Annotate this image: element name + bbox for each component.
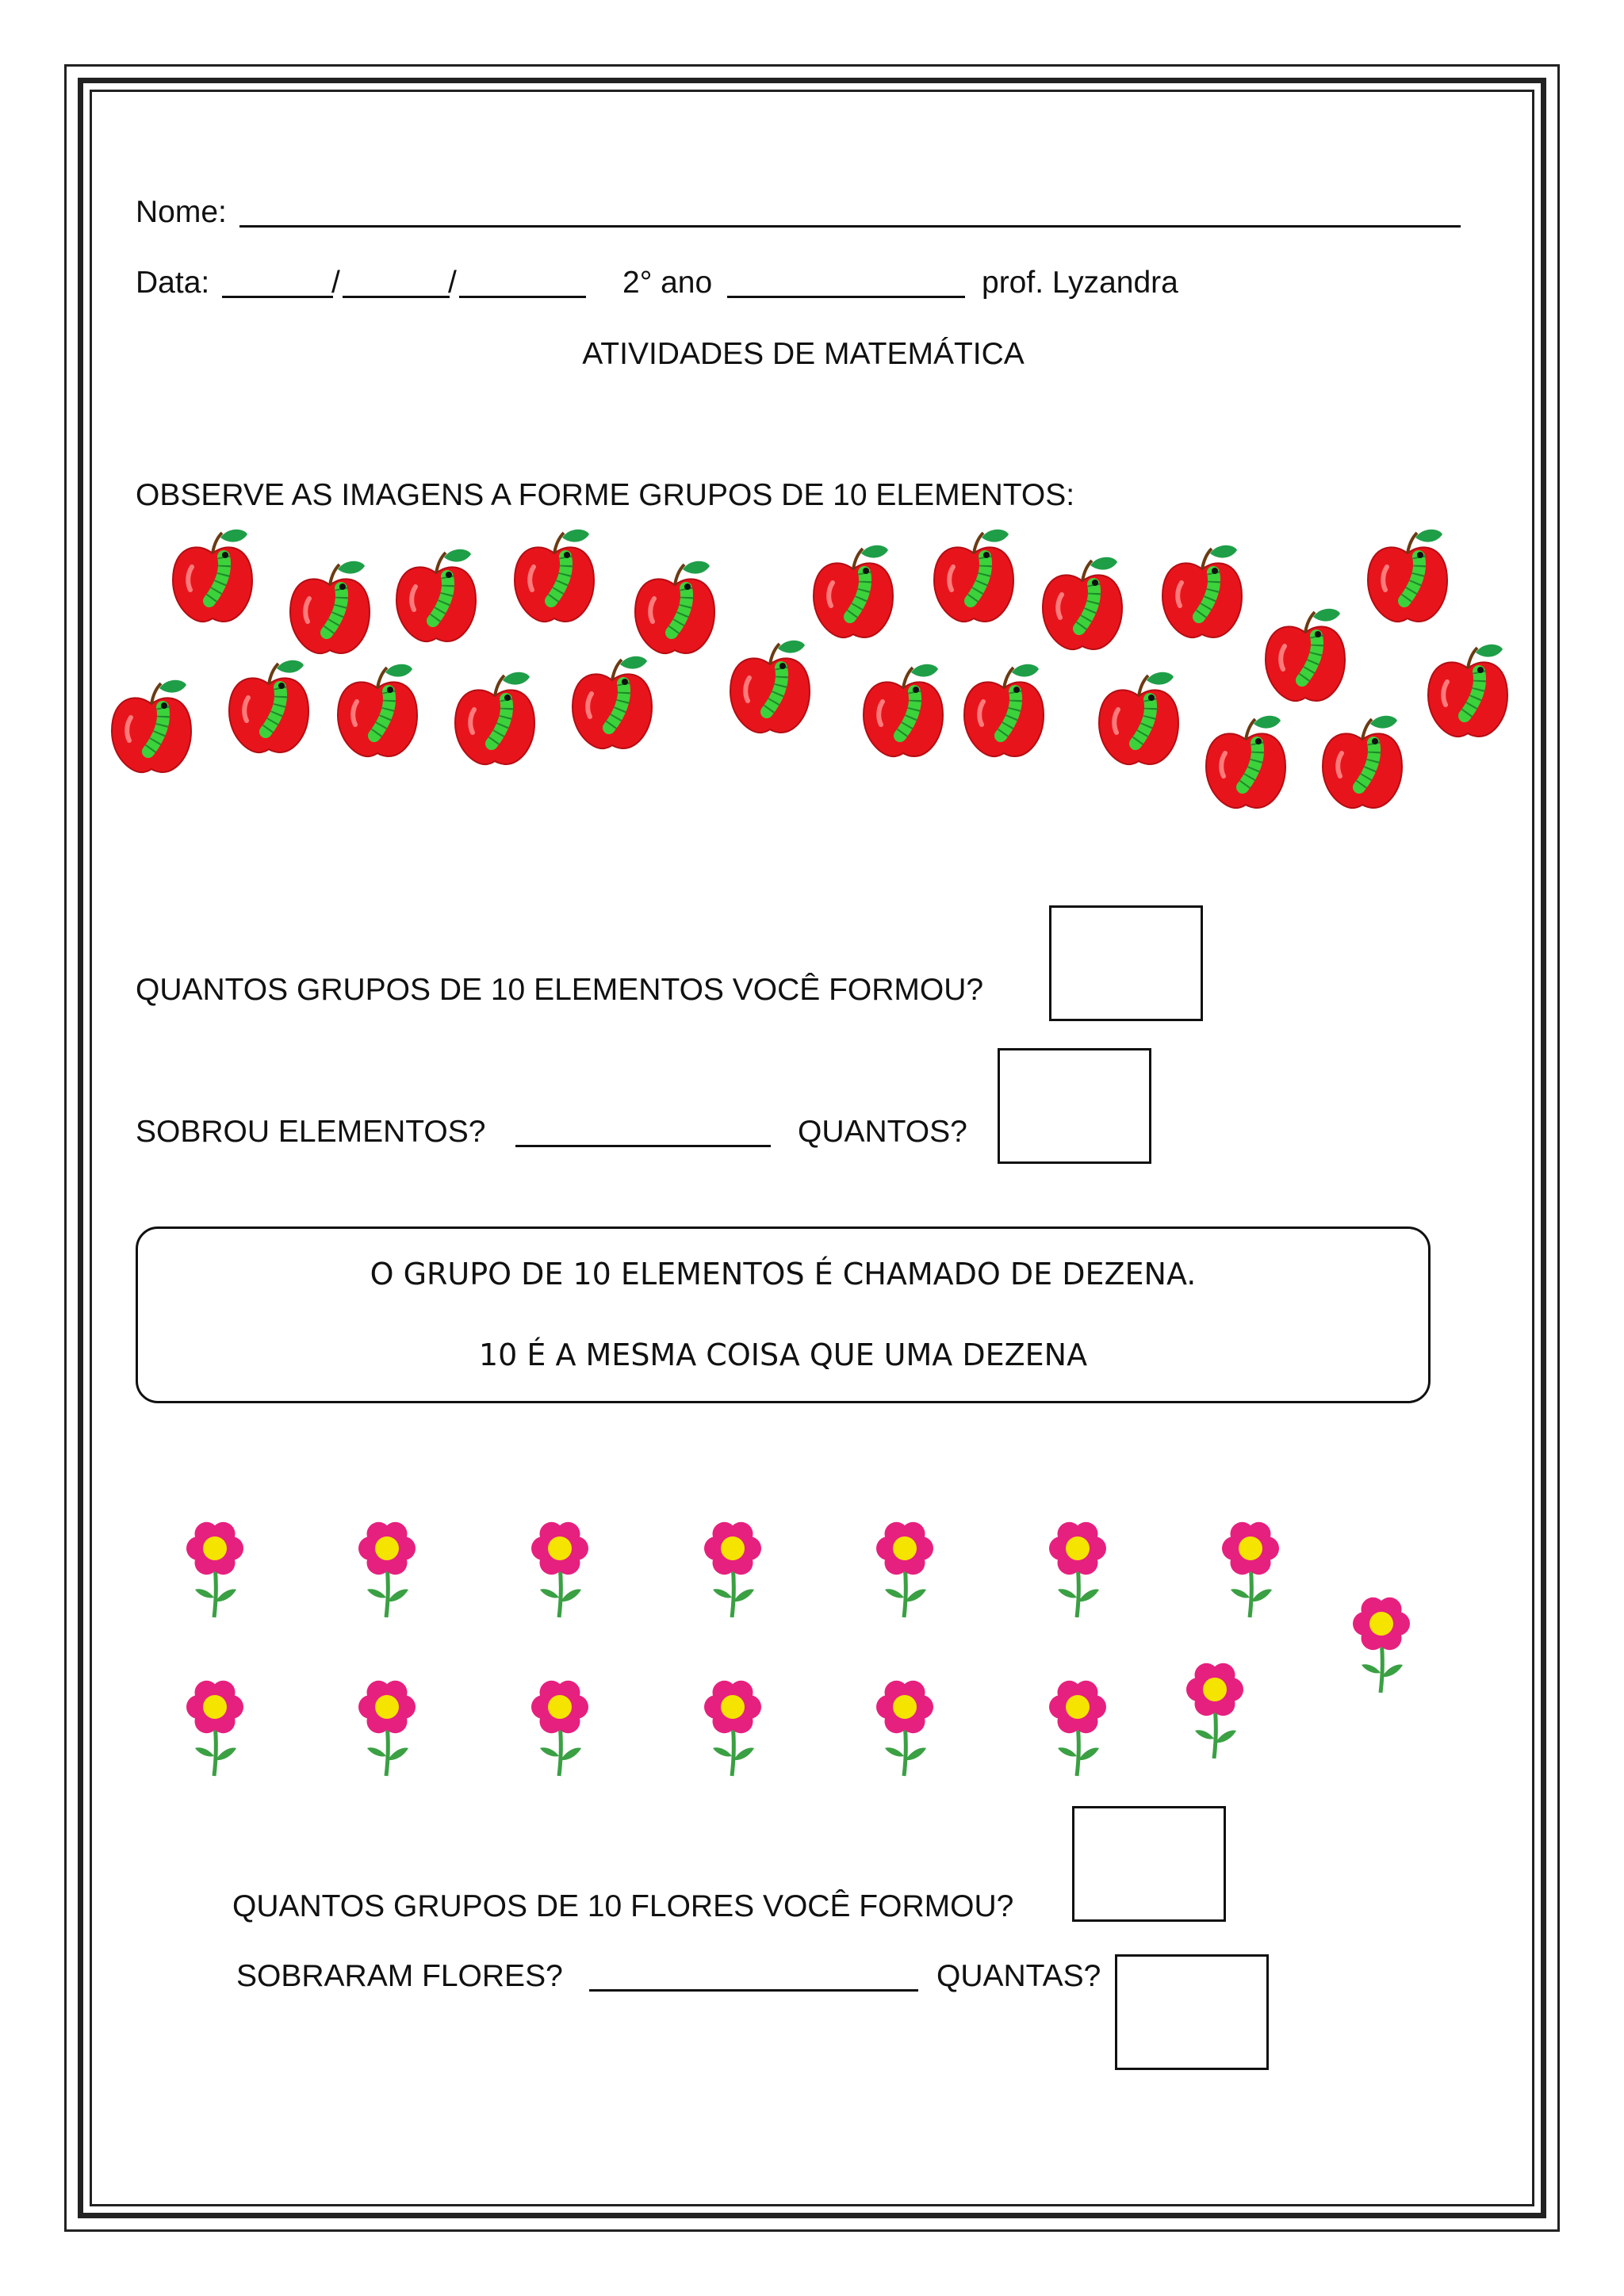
date-separator: / — [448, 266, 457, 300]
apple-icon — [726, 634, 814, 741]
date-separator: / — [331, 266, 340, 300]
answer-line-leftover[interactable] — [515, 1145, 771, 1147]
info-line-2: 10 É A MESMA COISA QUE UMA DEZENA — [478, 1337, 1088, 1372]
apple-icon — [450, 666, 539, 773]
flower-icon — [697, 1677, 768, 1784]
info-box — [136, 1226, 1431, 1403]
apple-icon — [929, 523, 1018, 630]
date-year-field[interactable] — [459, 296, 586, 298]
flower-icon — [351, 1518, 423, 1625]
apple-icon — [1423, 638, 1512, 745]
apple-icon — [1363, 523, 1452, 630]
name-field[interactable] — [239, 225, 1461, 228]
answer-box-flower-groups[interactable] — [1072, 1806, 1226, 1922]
apple-icon — [1094, 666, 1183, 773]
apple-icon — [224, 654, 313, 761]
apple-icon — [809, 539, 898, 646]
grade-label: 2° ano — [622, 266, 713, 300]
instruction-text: OBSERVE AS IMAGENS A FORME GRUPOS DE 10 ELEMENTOS: — [136, 478, 1075, 512]
page-title: ATIVIDADES DE MATEMÁTICA — [582, 337, 1025, 371]
answer-box-flower-howmany[interactable] — [1115, 1954, 1269, 2070]
answer-line-flower-leftover[interactable] — [589, 1989, 918, 1992]
flower-icon — [1346, 1594, 1417, 1701]
flower-icon — [351, 1677, 423, 1784]
apple-icon — [959, 658, 1048, 765]
apple-icon — [568, 650, 657, 757]
apple-icon — [333, 658, 422, 765]
flower-icon — [179, 1677, 251, 1784]
question-leftover: SOBROU ELEMENTOS? — [136, 1115, 486, 1149]
answer-box-howmany[interactable] — [998, 1048, 1151, 1164]
flower-icon — [1042, 1677, 1113, 1784]
question-flower-leftover: SOBRARAM FLORES? — [236, 1959, 563, 1993]
flower-icon — [1179, 1659, 1251, 1766]
flower-icon — [869, 1518, 940, 1625]
question-flower-groups: QUANTOS GRUPOS DE 10 FLORES VOCÊ FORMOU? — [232, 1889, 1014, 1923]
apple-icon — [630, 555, 719, 662]
apple-icon — [1261, 603, 1350, 710]
flower-icon — [179, 1518, 251, 1625]
apple-icon — [1038, 551, 1127, 658]
apple-icon — [168, 523, 257, 630]
apple-icon — [510, 523, 599, 630]
question-groups: QUANTOS GRUPOS DE 10 ELEMENTOS VOCÊ FORMOU? — [136, 973, 984, 1007]
date-month-field[interactable] — [343, 296, 450, 298]
date-day-field[interactable] — [222, 296, 333, 298]
flower-icon — [697, 1518, 768, 1625]
flower-icon — [869, 1677, 940, 1784]
answer-box-groups[interactable] — [1049, 905, 1203, 1021]
flower-icon — [1215, 1518, 1286, 1625]
apple-icon — [285, 555, 374, 662]
apple-icon — [859, 658, 948, 765]
name-label: Nome: — [136, 195, 227, 229]
class-field[interactable] — [727, 296, 965, 298]
question-flower-howmany: QUANTAS? — [936, 1959, 1101, 1993]
apple-icon — [1201, 710, 1290, 817]
apple-icon — [107, 674, 196, 781]
apple-icon — [1318, 710, 1407, 817]
info-line-1: O GRUPO DE 10 ELEMENTOS É CHAMADO DE DEZENA. — [370, 1257, 1197, 1292]
date-label: Data: — [136, 266, 210, 300]
question-howmany: QUANTOS? — [798, 1115, 967, 1149]
apple-icon — [392, 543, 481, 650]
flower-icon — [524, 1518, 596, 1625]
teacher-label: prof. Lyzandra — [982, 266, 1178, 300]
flower-icon — [1042, 1518, 1113, 1625]
apple-icon — [1158, 539, 1247, 646]
flower-icon — [524, 1677, 596, 1784]
